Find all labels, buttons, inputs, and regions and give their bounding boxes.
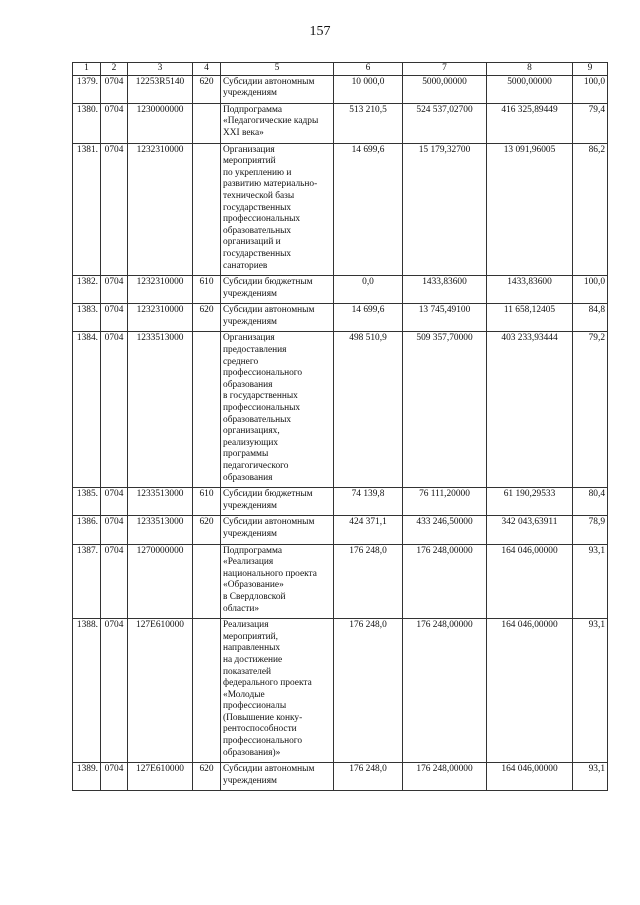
item-name: Субсидии бюджетным учреждениям (221, 488, 334, 516)
item-name: Организация мероприятий по укреплению и развитию материально- технической базы государственных профессиональных образовательных организаций и государственных санаториев (221, 143, 334, 276)
expense-type-code: 620 (193, 516, 221, 544)
row-number: 1386. (73, 516, 101, 544)
planned-amount: 0,0 (334, 276, 403, 304)
executed-amount: 11 658,12405 (487, 304, 573, 332)
table-row (73, 332, 608, 488)
item-name: Подпрограмма «Педагогические кадры XXI века» (221, 103, 334, 143)
target-code: 127E610000 (128, 619, 193, 763)
expense-type-code: 610 (193, 276, 221, 304)
item-name: Реализация мероприятий, направленных на достижение показателей федерального проекта «Молодые профессионалы (Повышение конку- рентоспособности профессионального образования)» (221, 619, 334, 763)
target-code: 1230000000 (128, 103, 193, 143)
section-code: 0704 (101, 276, 128, 304)
revised-amount: 524 537,02700 (403, 103, 487, 143)
target-code: 1270000000 (128, 544, 193, 619)
expense-type-code (193, 103, 221, 143)
table-row (73, 103, 608, 143)
executed-amount: 416 325,89449 (487, 103, 573, 143)
execution-percent: 100,0 (573, 75, 608, 103)
execution-percent: 100,0 (573, 276, 608, 304)
item-name: Субсидии автономным учреждениям (221, 763, 334, 791)
table-row (73, 304, 608, 332)
row-number: 1382. (73, 276, 101, 304)
item-name: Субсидии автономным учреждениям (221, 516, 334, 544)
expense-type-code: 620 (193, 75, 221, 103)
expense-type-code (193, 619, 221, 763)
section-code: 0704 (101, 619, 128, 763)
executed-amount: 5000,00000 (487, 75, 573, 103)
header-row (73, 63, 608, 76)
planned-amount: 10 000,0 (334, 75, 403, 103)
expense-type-code (193, 332, 221, 488)
table-row (73, 143, 608, 276)
section-code: 0704 (101, 544, 128, 619)
revised-amount: 176 248,00000 (403, 763, 487, 791)
section-code: 0704 (101, 763, 128, 791)
planned-amount: 14 699,6 (334, 143, 403, 276)
target-code: 1233513000 (128, 332, 193, 488)
table-row (73, 763, 608, 791)
row-number: 1385. (73, 488, 101, 516)
target-code: 1232310000 (128, 276, 193, 304)
planned-amount: 176 248,0 (334, 619, 403, 763)
row-number: 1387. (73, 544, 101, 619)
executed-amount: 61 190,29533 (487, 488, 573, 516)
target-code: 12253R5140 (128, 75, 193, 103)
target-code: 127E610000 (128, 763, 193, 791)
column-header: 9 (573, 63, 608, 76)
row-number: 1384. (73, 332, 101, 488)
table-row (73, 544, 608, 619)
column-header: 7 (403, 63, 487, 76)
section-code: 0704 (101, 143, 128, 276)
planned-amount: 14 699,6 (334, 304, 403, 332)
planned-amount: 74 139,8 (334, 488, 403, 516)
target-code: 1232310000 (128, 143, 193, 276)
revised-amount: 176 248,00000 (403, 544, 487, 619)
expense-type-code: 620 (193, 763, 221, 791)
row-number: 1389. (73, 763, 101, 791)
execution-percent: 79,4 (573, 103, 608, 143)
target-code: 1232310000 (128, 304, 193, 332)
item-name: Организация предоставления среднего профессионального образования в государственных профессиональных образовательных организациях, реализующих программы педагогического образования (221, 332, 334, 488)
section-code: 0704 (101, 304, 128, 332)
planned-amount: 176 248,0 (334, 544, 403, 619)
revised-amount: 176 248,00000 (403, 619, 487, 763)
execution-percent: 86,2 (573, 143, 608, 276)
column-header: 5 (221, 63, 334, 76)
section-code: 0704 (101, 103, 128, 143)
budget-table (72, 62, 608, 791)
column-header: 4 (193, 63, 221, 76)
execution-percent: 84,8 (573, 304, 608, 332)
executed-amount: 403 233,93444 (487, 332, 573, 488)
section-code: 0704 (101, 516, 128, 544)
table-row (73, 276, 608, 304)
planned-amount: 498 510,9 (334, 332, 403, 488)
expense-type-code: 620 (193, 304, 221, 332)
executed-amount: 164 046,00000 (487, 619, 573, 763)
column-header: 8 (487, 63, 573, 76)
executed-amount: 1433,83600 (487, 276, 573, 304)
row-number: 1380. (73, 103, 101, 143)
column-header: 3 (128, 63, 193, 76)
execution-percent: 80,4 (573, 488, 608, 516)
page-number: 157 (309, 24, 331, 39)
revised-amount: 13 745,49100 (403, 304, 487, 332)
planned-amount: 513 210,5 (334, 103, 403, 143)
row-number: 1383. (73, 304, 101, 332)
executed-amount: 164 046,00000 (487, 763, 573, 791)
item-name: Подпрограмма «Реализация национального проекта «Образование» в Свердловской области» (221, 544, 334, 619)
row-number: 1381. (73, 143, 101, 276)
item-name: Субсидии бюджетным учреждениям (221, 276, 334, 304)
execution-percent: 93,1 (573, 619, 608, 763)
revised-amount: 433 246,50000 (403, 516, 487, 544)
execution-percent: 79,2 (573, 332, 608, 488)
planned-amount: 424 371,1 (334, 516, 403, 544)
row-number: 1388. (73, 619, 101, 763)
column-header: 6 (334, 63, 403, 76)
execution-percent: 78,9 (573, 516, 608, 544)
section-code: 0704 (101, 75, 128, 103)
column-header: 1 (73, 63, 101, 76)
execution-percent: 93,1 (573, 544, 608, 619)
table-row (73, 75, 608, 103)
revised-amount: 1433,83600 (403, 276, 487, 304)
expense-type-code (193, 143, 221, 276)
item-name: Субсидии автономным учреждениям (221, 75, 334, 103)
target-code: 1233513000 (128, 488, 193, 516)
expense-type-code (193, 544, 221, 619)
revised-amount: 5000,00000 (403, 75, 487, 103)
executed-amount: 164 046,00000 (487, 544, 573, 619)
executed-amount: 342 043,63911 (487, 516, 573, 544)
planned-amount: 176 248,0 (334, 763, 403, 791)
execution-percent: 93,1 (573, 763, 608, 791)
row-number: 1379. (73, 75, 101, 103)
expense-type-code: 610 (193, 488, 221, 516)
executed-amount: 13 091,96005 (487, 143, 573, 276)
revised-amount: 15 179,32700 (403, 143, 487, 276)
target-code: 1233513000 (128, 516, 193, 544)
revised-amount: 509 357,70000 (403, 332, 487, 488)
column-header: 2 (101, 63, 128, 76)
table-row (73, 488, 608, 516)
section-code: 0704 (101, 332, 128, 488)
section-code: 0704 (101, 488, 128, 516)
table-row (73, 619, 608, 763)
item-name: Субсидии автономным учреждениям (221, 304, 334, 332)
revised-amount: 76 111,20000 (403, 488, 487, 516)
table-row (73, 516, 608, 544)
